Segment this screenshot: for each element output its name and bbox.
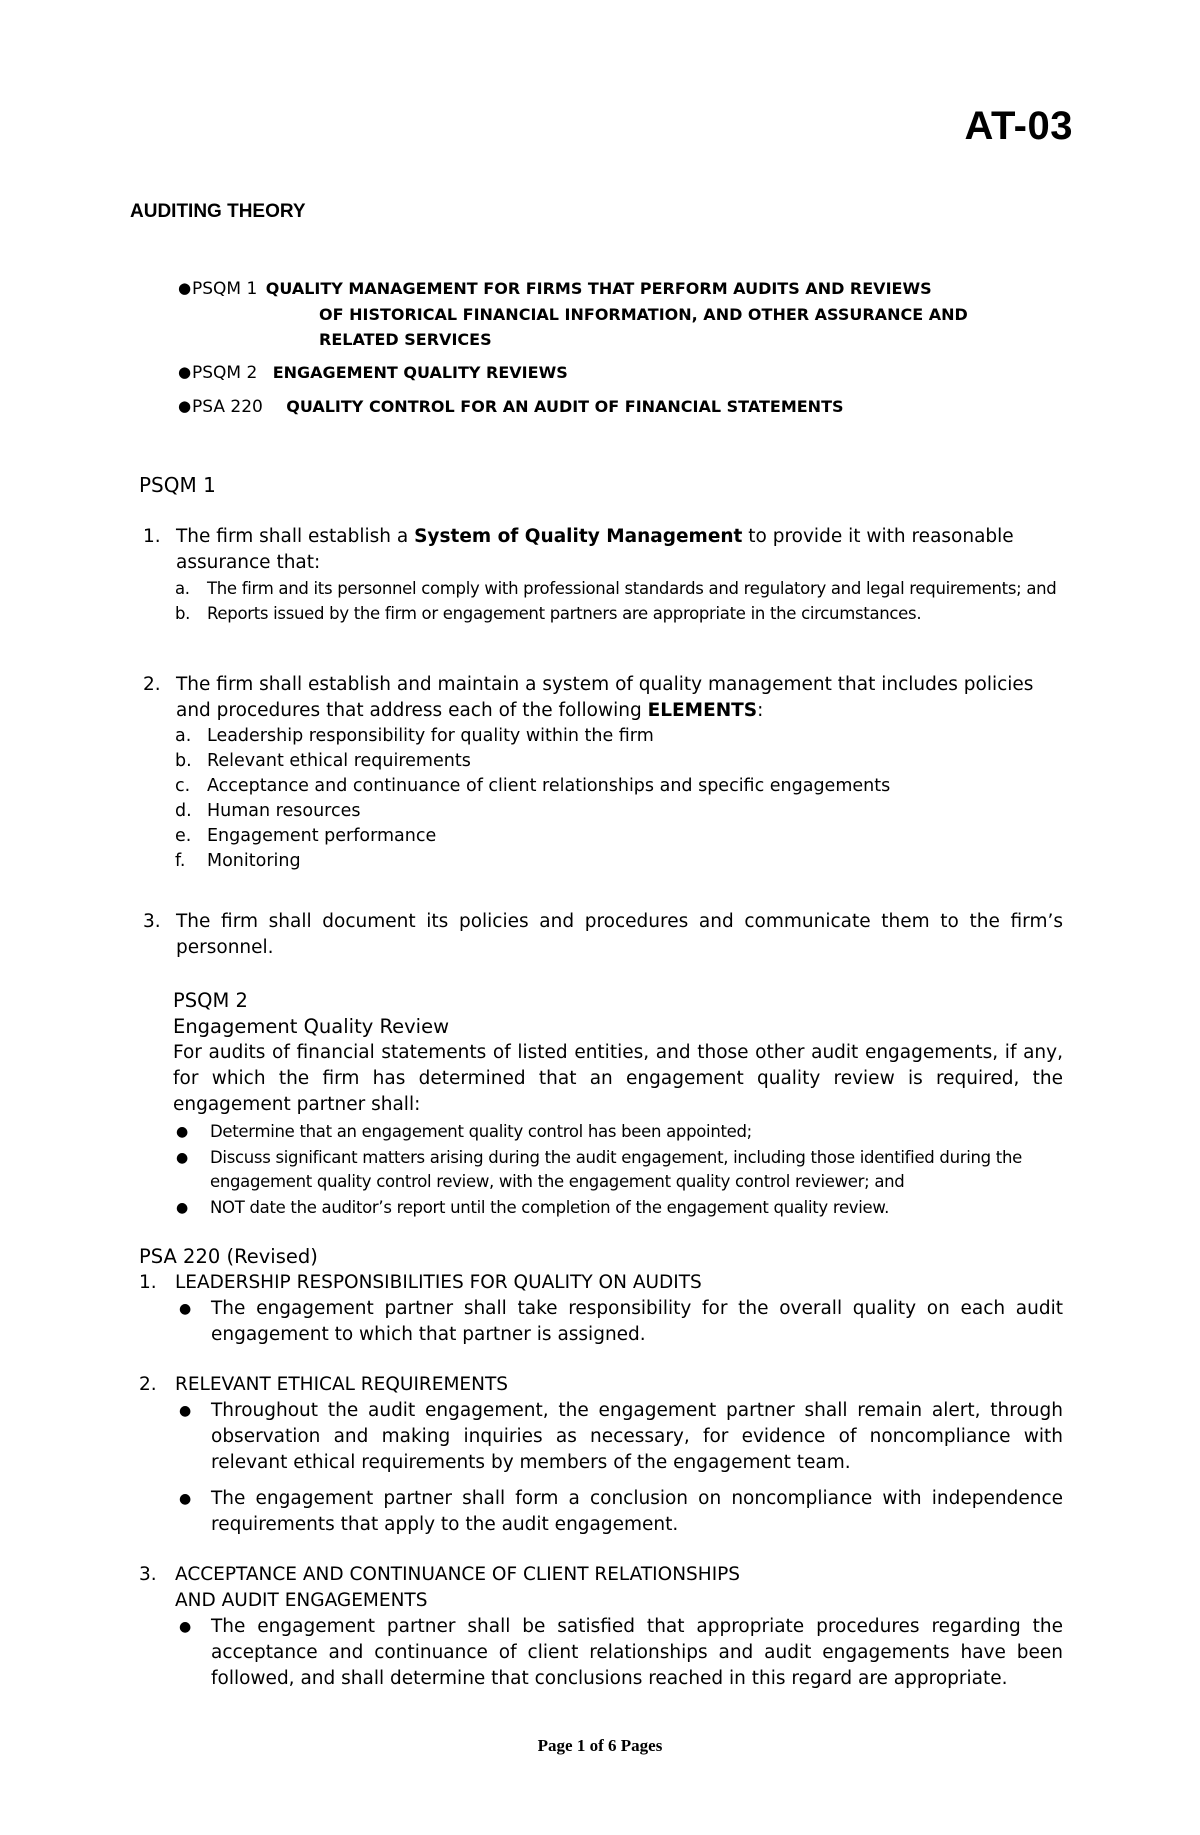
sub-letter: e. (175, 826, 192, 846)
bullet-icon: ● (179, 1491, 192, 1507)
bullet-text: Discuss significant matters arising during the audit engagement, including those identified during the engagement quality control review, with the engagement quality control reviewer; and (210, 1148, 1022, 1191)
item-number: 1. (143, 526, 161, 547)
bullet-icon: ● (179, 1403, 192, 1419)
sub-text: Relevant ethical requirements (207, 751, 471, 771)
bullet-text: The engagement partner shall be satisfied that appropriate procedures regarding the acceptance and continuance of client relationships and audit engagements have been followed, and shall determine that conclusions reached in this regard are appropriate. (211, 1616, 1063, 1689)
bullet-icon: ● (178, 397, 192, 415)
bullet-text: NOT date the auditor’s report until the completion of the engagement quality review. (210, 1198, 890, 1217)
section-title (139, 1270, 1063, 1296)
section-title-text: ACCEPTANCE AND CONTINUANCE OF CLIENT RELATIONSHIPS (175, 1564, 741, 1585)
item-bold-term: System of Quality Management (414, 526, 743, 547)
psa220-heading: PSA 220 (Revised) (139, 1245, 318, 1268)
standard-code: PSQM 2 (192, 363, 258, 383)
sub-text: Reports issued by the firm or engagement partners are appropriate in the circumstances. (207, 604, 922, 623)
section-number: 2. (139, 1374, 157, 1395)
sub-text: Engagement performance (207, 826, 437, 846)
standard-title-line2: OF HISTORICAL FINANCIAL INFORMATION, AND OTHER ASSURANCE AND (319, 305, 968, 324)
sub-letter: f. (175, 851, 186, 871)
standard-item (178, 360, 1092, 386)
section-number: 3. (139, 1564, 157, 1585)
sub-item (143, 849, 1063, 874)
standard-title: ENGAGEMENT QUALITY REVIEWS (272, 363, 568, 382)
bullet-item (139, 1398, 1063, 1476)
psqm1-item-1 (143, 524, 1063, 626)
item-text-after: to provide it with reasonable assurance that: (176, 526, 1014, 573)
sub-item (143, 799, 1063, 824)
section-title-text: AND AUDIT ENGAGEMENTS (175, 1590, 428, 1611)
section-title-text: RELEVANT ETHICAL REQUIREMENTS (175, 1374, 508, 1395)
bullet-icon: ● (178, 279, 192, 297)
psqm1-heading: PSQM 1 (139, 473, 216, 497)
standard-item (178, 276, 1092, 352)
sub-item (143, 749, 1063, 774)
psqm2-heading: PSQM 2 (173, 989, 248, 1012)
standard-title: QUALITY CONTROL FOR AN AUDIT OF FINANCIAL STATEMENTS (286, 397, 844, 416)
sub-item (143, 724, 1063, 749)
bullet-item (139, 1486, 1063, 1538)
standard-title: QUALITY MANAGEMENT FOR FIRMS THAT PERFORM AUDITS AND REVIEWS (265, 279, 932, 298)
sub-text: The firm and its personnel comply with professional standards and regulatory and legal requirements; and (207, 579, 1057, 598)
standard-code: PSQM 1 (192, 279, 258, 299)
bullet-item (173, 1196, 1063, 1220)
sub-letter: a. (175, 579, 190, 598)
sub-letter: b. (175, 751, 192, 771)
standard-code: PSA 220 (192, 397, 263, 417)
section-title-cont (139, 1588, 1063, 1614)
bullet-icon: ● (176, 1124, 188, 1140)
bullet-text: The engagement partner shall form a conclusion on noncompliance with independence requirements that apply to the audit engagement. (211, 1488, 1063, 1535)
item-text: The firm shall establish and maintain a system of quality management that includes policies and procedures that address each of the following (176, 674, 1034, 721)
sub-letter: d. (175, 801, 192, 821)
subject-title: AUDITING THEORY (130, 201, 306, 222)
item-number: 3. (143, 911, 161, 932)
page-number: Page 1 of 6 Pages (537, 1736, 663, 1755)
bullet-item (173, 1146, 1063, 1194)
sub-letter: c. (175, 776, 191, 796)
bullet-item (173, 1120, 1063, 1144)
sub-letter: a. (175, 726, 192, 746)
document-code: AT-03 (964, 104, 1073, 148)
item-bold-term: ELEMENTS (647, 700, 758, 721)
psqm2-section (173, 988, 1063, 1220)
psqm1-item-3 (143, 909, 1063, 961)
section-title-text: LEADERSHIP RESPONSIBILITIES FOR QUALITY ON AUDITS (175, 1272, 702, 1293)
sub-item (143, 774, 1063, 799)
bullet-icon: ● (179, 1619, 192, 1635)
bullet-icon: ● (179, 1301, 192, 1317)
section-title (139, 1562, 1063, 1588)
bullet-text: Determine that an engagement quality control has been appointed; (210, 1122, 752, 1141)
standard-title-line3: RELATED SERVICES (319, 330, 492, 349)
bullet-icon: ● (178, 363, 192, 381)
bullet-text: The engagement partner shall take responsibility for the overall quality on each audit engagement to which that partner is assigned. (211, 1298, 1063, 1345)
bullet-icon: ● (176, 1200, 188, 1216)
psa220-section (139, 1244, 1063, 1692)
sub-item (143, 601, 1063, 626)
bullet-item (139, 1614, 1063, 1692)
bullet-icon: ● (176, 1150, 188, 1166)
psqm2-subheading: Engagement Quality Review (173, 1015, 450, 1038)
item-text: The firm shall establish a (176, 526, 415, 547)
sub-text: Acceptance and continuance of client relationships and specific engagements (207, 776, 891, 796)
section-number: 1. (139, 1272, 157, 1293)
psqm1-item-2 (143, 672, 1063, 874)
bullet-text: Throughout the audit engagement, the engagement partner shall remain alert, through observation and making inquiries as necessary, for evidence of noncompliance with relevant ethical requirements by members of the engagement team. (211, 1400, 1063, 1473)
item-text-after: : (757, 700, 764, 721)
item-text: The firm shall document its policies and procedures and communicate them to the firm’s personnel. (176, 911, 1063, 958)
sub-item (143, 576, 1063, 601)
bullet-item (139, 1296, 1063, 1348)
standards-list (178, 276, 1092, 428)
sub-text: Monitoring (207, 851, 301, 871)
sub-text: Human resources (207, 801, 361, 821)
sub-letter: b. (175, 604, 191, 623)
sub-item (143, 824, 1063, 849)
sub-text: Leadership responsibility for quality within the firm (207, 726, 654, 746)
standard-item (178, 394, 1092, 420)
item-number: 2. (143, 674, 161, 695)
section-title (139, 1372, 1063, 1398)
psqm2-intro: For audits of financial statements of listed entities, and those other audit engagements, if any, for which the firm has determined that an engagement quality review is required, the engagement partner shall: (173, 1042, 1063, 1115)
